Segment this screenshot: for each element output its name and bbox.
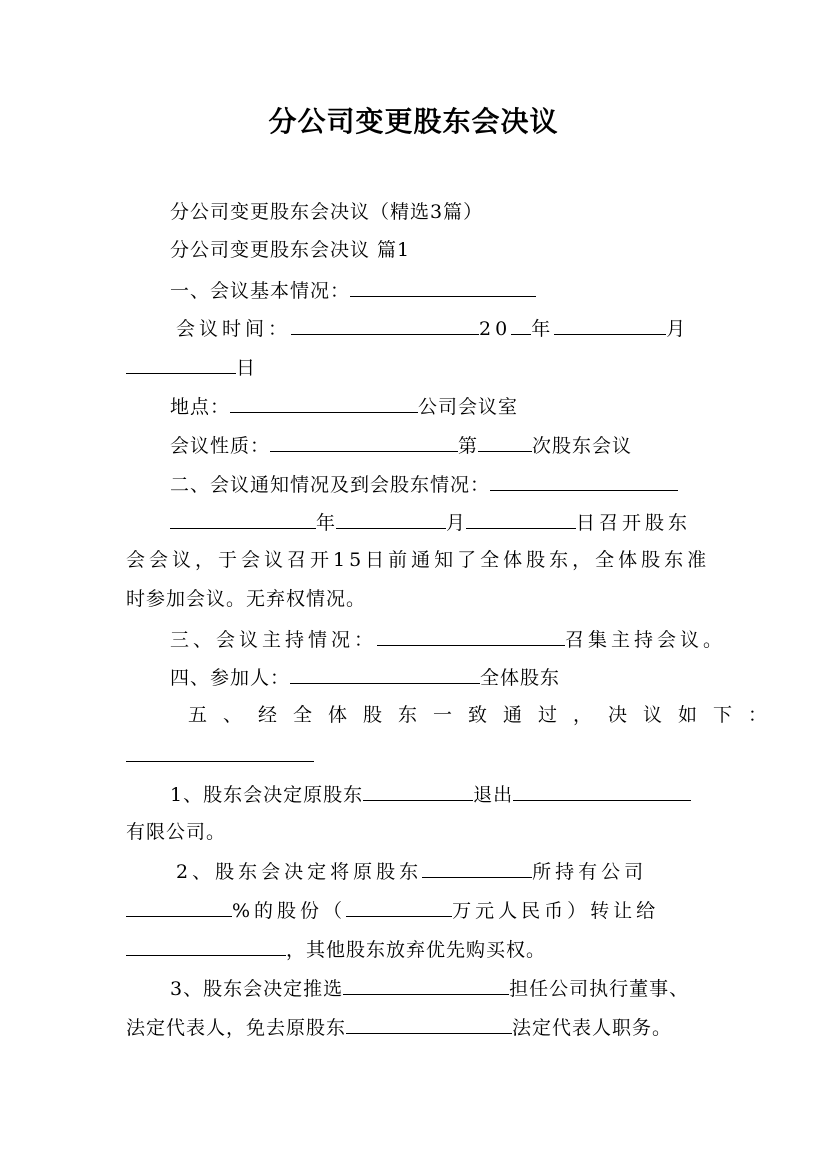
year-label: 年 [316, 512, 337, 534]
resolution-1-text: 1、股东会决定原股东 [170, 784, 364, 806]
resolution-2-line-3 [126, 936, 546, 962]
month-label: 月 [666, 318, 690, 340]
section-3-label: 三、会议主持情况： [170, 629, 378, 651]
resolution-2-text: 2、股东会决定将原股东 [176, 861, 423, 883]
nature-di: 第 [458, 435, 479, 457]
blank-field[interactable] [377, 626, 565, 646]
section-2-label: 二、会议通知情况及到会股东情况： [170, 474, 491, 496]
section-3-line [170, 626, 726, 652]
blank-field[interactable] [346, 897, 452, 917]
blank-field[interactable] [478, 432, 532, 452]
section-3-suffix: 召集主持会议。 [565, 629, 727, 651]
section-5-line: 五、经全体股东一致通过，决议如下： [188, 704, 784, 726]
resolution-2-text: 万元人民币）转让给 [452, 900, 660, 922]
resolution-3-line-2 [126, 1014, 672, 1040]
blank-field[interactable] [554, 315, 666, 335]
section-2-line [170, 471, 678, 497]
blank-field[interactable] [511, 315, 531, 335]
blank-field[interactable] [513, 781, 691, 801]
resolution-2-text: 所持有公司 [532, 861, 648, 883]
section-1-line [170, 277, 536, 303]
year-prefix: 20 [479, 318, 512, 340]
section-4-suffix: 全体股东 [480, 667, 561, 689]
blank-field[interactable] [126, 742, 314, 762]
resolution-3-text: 3、股东会决定推选 [170, 978, 344, 1000]
section-5-blank-line [126, 742, 314, 768]
place-suffix: 公司会议室 [418, 396, 519, 418]
blank-field[interactable] [363, 781, 473, 801]
place-line [170, 393, 518, 419]
blank-field[interactable] [350, 277, 536, 297]
blank-field[interactable] [126, 936, 286, 956]
blank-field[interactable] [336, 509, 446, 529]
section-2-text-line: 会会议，于会议召开15日前通知了全体股东，全体股东准 [126, 549, 711, 571]
blank-field[interactable] [270, 432, 458, 452]
section-4-line [170, 664, 560, 690]
month-label: 月 [446, 512, 467, 534]
section-2-date-line [170, 509, 691, 535]
blank-field[interactable] [490, 471, 678, 491]
meeting-day-line [126, 354, 256, 380]
nature-line [170, 432, 632, 458]
section-4-label: 四、参加人： [170, 667, 291, 689]
blank-field[interactable] [291, 315, 479, 335]
resolution-3-line [170, 975, 689, 1001]
day-label: 日 [236, 357, 257, 379]
blank-field[interactable] [170, 509, 316, 529]
blank-field[interactable] [422, 858, 532, 878]
document-title: 分公司变更股东会决议 [268, 105, 559, 138]
meeting-time-line [176, 315, 689, 341]
part-heading: 分公司变更股东会决议 篇1 [170, 239, 411, 261]
resolution-3-text: 法定代表人职务。 [512, 1017, 673, 1039]
nature-suffix: 次股东会议 [532, 435, 633, 457]
year-label: 年 [531, 318, 555, 340]
resolution-3-text: 法定代表人，免去原股东 [126, 1017, 347, 1039]
resolution-2-line [176, 858, 647, 884]
blank-field[interactable] [290, 664, 480, 684]
blank-field[interactable] [466, 509, 576, 529]
section-2-text-line: 时参加会议。无弃权情况。 [126, 588, 367, 610]
resolution-3-text: 担任公司执行董事、 [509, 978, 690, 1000]
blank-field[interactable] [346, 1014, 512, 1034]
blank-field[interactable] [343, 975, 509, 995]
resolution-2-text: %的股份（ [232, 900, 347, 922]
blank-field[interactable] [230, 393, 418, 413]
blank-field[interactable] [126, 897, 232, 917]
resolution-2-text: ，其他股东放弃优先购买权。 [286, 939, 547, 961]
resolution-1-end: 有限公司。 [126, 821, 227, 843]
meeting-time-label: 会议时间： [176, 318, 292, 340]
nature-label: 会议性质： [170, 435, 271, 457]
resolution-1-text: 退出 [473, 784, 514, 806]
blank-field[interactable] [126, 354, 236, 374]
place-label: 地点： [170, 396, 231, 418]
section-1-label: 一、会议基本情况： [170, 280, 351, 302]
resolution-1-line [170, 781, 691, 807]
intro-line: 分公司变更股东会决议（精选3篇） [170, 201, 484, 223]
resolution-2-line-2 [126, 897, 659, 923]
section-2-end: 日召开股东 [576, 512, 692, 534]
